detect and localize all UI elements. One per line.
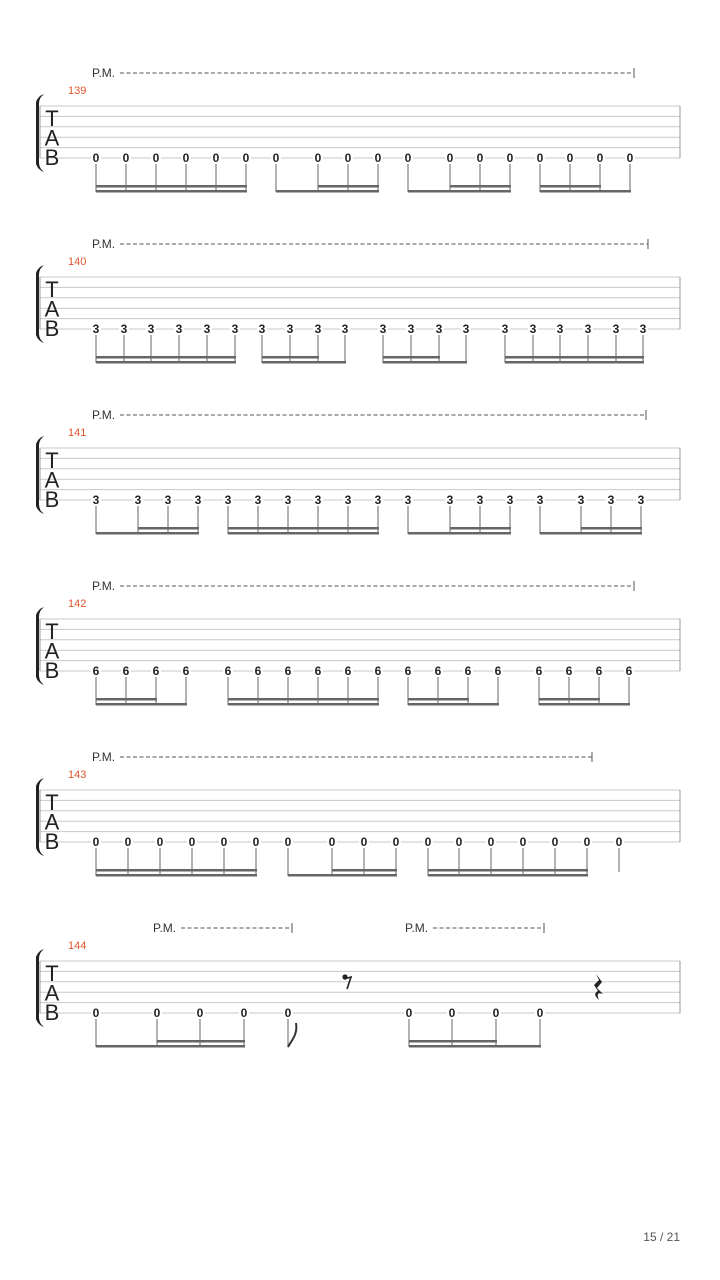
palm-mute-label: P.M.	[92, 237, 116, 251]
fret-number: 0	[566, 151, 574, 165]
beam-secondary	[581, 527, 642, 530]
fret-number: 0	[92, 151, 100, 165]
beam-secondary	[96, 356, 236, 359]
fret-number: 3	[607, 493, 615, 507]
fret-number: 0	[188, 835, 196, 849]
tab-clef-letter: B	[44, 829, 60, 854]
beam-secondary	[228, 527, 379, 530]
fret-number: 3	[556, 322, 564, 336]
fret-number: 3	[462, 322, 470, 336]
palm-mute-label: P.M.	[153, 921, 177, 935]
fret-number: 0	[92, 835, 100, 849]
fret-number: 6	[122, 664, 130, 678]
beam-secondary	[96, 698, 157, 701]
beam	[383, 361, 440, 364]
fret-number: 3	[446, 493, 454, 507]
beam-secondary	[138, 527, 199, 530]
fret-number: 6	[374, 664, 382, 678]
page-number: 15 / 21	[643, 1230, 680, 1244]
fret-number: 3	[379, 322, 387, 336]
fret-number: 0	[153, 1006, 161, 1020]
fret-number: 3	[407, 322, 415, 336]
beam-secondary	[157, 1040, 245, 1043]
fret-number: 0	[240, 1006, 248, 1020]
fret-number: 0	[272, 151, 280, 165]
fret-number: 0	[446, 151, 454, 165]
tab-clef-letter: A	[44, 125, 60, 151]
fret-number: 3	[314, 493, 322, 507]
fret-number: 0	[124, 835, 132, 849]
beam	[408, 703, 469, 706]
fret-number: 6	[224, 664, 232, 678]
beam	[318, 190, 379, 193]
fret-number: 6	[595, 664, 603, 678]
beam	[505, 361, 644, 364]
tab-system	[36, 750, 680, 877]
fret-number: 0	[182, 151, 190, 165]
fret-number: 0	[344, 151, 352, 165]
fret-number: 0	[583, 835, 591, 849]
tab-clef-letter: T	[45, 619, 59, 644]
beam	[157, 1045, 245, 1048]
tab-clef-letter: A	[44, 980, 60, 1006]
tab-system	[36, 66, 680, 193]
fret-number: 0	[374, 151, 382, 165]
fret-number: 0	[536, 1006, 544, 1020]
tab-system	[36, 921, 680, 1048]
measure-number: 139	[68, 85, 87, 97]
fret-number: 0	[506, 151, 514, 165]
fret-number: 0	[476, 151, 484, 165]
fret-number: 6	[535, 664, 543, 678]
palm-mute-label: P.M.	[92, 66, 116, 80]
fret-number: 3	[612, 322, 620, 336]
tab-clef-letter: T	[45, 277, 59, 302]
fret-number: 0	[196, 1006, 204, 1020]
fret-number: 6	[625, 664, 633, 678]
fret-number: 3	[529, 322, 537, 336]
measure-number: 143	[68, 769, 87, 781]
fret-number: 3	[194, 493, 202, 507]
fret-number: 0	[448, 1006, 456, 1020]
beam-secondary	[262, 356, 319, 359]
beam-secondary	[96, 185, 247, 188]
beam-secondary	[540, 185, 601, 188]
fret-number: 3	[435, 322, 443, 336]
tab-clef-letter: A	[44, 638, 60, 664]
fret-number: 3	[203, 322, 211, 336]
fret-number: 3	[254, 493, 262, 507]
beam	[428, 874, 588, 877]
tab-clef-letter: T	[45, 961, 59, 986]
eighth-flag	[288, 1023, 296, 1047]
beam	[96, 361, 236, 364]
beam-secondary	[332, 869, 397, 872]
tab-clef-letter: T	[45, 448, 59, 473]
fret-number: 6	[254, 664, 262, 678]
measure-number: 140	[68, 256, 87, 268]
beam-secondary	[318, 185, 379, 188]
fret-number: 3	[164, 493, 172, 507]
fret-number: 3	[341, 322, 349, 336]
fret-number: 0	[360, 835, 368, 849]
fret-number: 0	[551, 835, 559, 849]
fret-number: 0	[405, 1006, 413, 1020]
fret-number: 3	[374, 493, 382, 507]
fret-number: 3	[120, 322, 128, 336]
fret-number: 3	[314, 322, 322, 336]
tab-clef-letter: B	[44, 487, 60, 512]
measure-number: 141	[68, 427, 87, 439]
fret-number: 3	[258, 322, 266, 336]
beam-secondary	[383, 356, 440, 359]
fret-number: 0	[212, 151, 220, 165]
tab-clef-letter: T	[45, 106, 59, 131]
fret-number: 0	[152, 151, 160, 165]
fret-number: 3	[501, 322, 509, 336]
fret-number: 0	[596, 151, 604, 165]
beam-secondary	[96, 869, 257, 872]
fret-number: 3	[134, 493, 142, 507]
fret-number: 3	[92, 493, 100, 507]
fret-number: 3	[476, 493, 484, 507]
fret-number: 3	[344, 493, 352, 507]
fret-number: 0	[615, 835, 623, 849]
beam	[228, 703, 379, 706]
quarter-rest	[594, 974, 603, 1000]
fret-number: 0	[404, 151, 412, 165]
beam	[262, 361, 319, 364]
beam	[540, 190, 601, 193]
fret-number: 0	[220, 835, 228, 849]
fret-number: 6	[314, 664, 322, 678]
beam	[96, 874, 257, 877]
palm-mute-label: P.M.	[92, 408, 116, 422]
fret-number: 0	[392, 835, 400, 849]
fret-number: 6	[404, 664, 412, 678]
tab-clef-letter: B	[44, 316, 60, 341]
fret-number: 0	[424, 835, 432, 849]
palm-mute-label: P.M.	[92, 750, 116, 764]
beam-secondary	[428, 869, 588, 872]
beam-secondary	[228, 698, 379, 701]
fret-number: 6	[284, 664, 292, 678]
beam-secondary	[408, 698, 469, 701]
beam	[450, 190, 511, 193]
fret-number: 0	[455, 835, 463, 849]
fret-number: 3	[577, 493, 585, 507]
beam-secondary	[409, 1040, 497, 1043]
tab-clef-letter: B	[44, 658, 60, 683]
tab-clef-letter: A	[44, 809, 60, 835]
fret-number: 3	[506, 493, 514, 507]
fret-number: 3	[536, 493, 544, 507]
fret-number: 0	[492, 1006, 500, 1020]
beam-secondary	[505, 356, 644, 359]
beam	[138, 532, 199, 535]
measure-number: 144	[68, 940, 87, 952]
fret-number: 3	[231, 322, 239, 336]
fret-number: 6	[182, 664, 190, 678]
fret-number: 6	[434, 664, 442, 678]
fret-number: 3	[637, 493, 645, 507]
fret-number: 3	[639, 322, 647, 336]
fret-number: 0	[122, 151, 130, 165]
fret-number: 0	[328, 835, 336, 849]
beam	[450, 532, 511, 535]
fret-number: 3	[92, 322, 100, 336]
fret-number: 0	[314, 151, 322, 165]
fret-number: 0	[252, 835, 260, 849]
fret-number: 0	[156, 835, 164, 849]
fret-number: 3	[584, 322, 592, 336]
tab-clef-letter: A	[44, 467, 60, 493]
fret-number: 0	[487, 835, 495, 849]
fret-number: 6	[92, 664, 100, 678]
tab-clef-letter: A	[44, 296, 60, 322]
fret-number: 0	[626, 151, 634, 165]
fret-number: 6	[494, 664, 502, 678]
fret-number: 6	[565, 664, 573, 678]
fret-number: 0	[242, 151, 250, 165]
tab-system	[36, 237, 680, 364]
beam	[332, 874, 397, 877]
beam-secondary	[539, 698, 600, 701]
fret-number: 3	[175, 322, 183, 336]
beam	[539, 703, 600, 706]
beam-secondary	[450, 185, 511, 188]
tab-system	[36, 579, 680, 706]
fret-number: 3	[286, 322, 294, 336]
fret-number: 3	[224, 493, 232, 507]
fret-number: 3	[147, 322, 155, 336]
fret-number: 6	[344, 664, 352, 678]
beam	[96, 703, 157, 706]
fret-number: 0	[92, 1006, 100, 1020]
tab-clef-letter: T	[45, 790, 59, 815]
fret-number: 0	[536, 151, 544, 165]
measure-number: 142	[68, 598, 87, 610]
tab-clef-letter: B	[44, 145, 60, 170]
beam-secondary	[450, 527, 511, 530]
palm-mute-label: P.M.	[405, 921, 429, 935]
fret-number: 0	[519, 835, 527, 849]
tab-clef-letter: B	[44, 1000, 60, 1025]
tab-system	[36, 408, 680, 535]
beam	[409, 1045, 497, 1048]
fret-number: 0	[284, 835, 292, 849]
fret-number: 6	[464, 664, 472, 678]
fret-number: 3	[404, 493, 412, 507]
palm-mute-label: P.M.	[92, 579, 116, 593]
fret-number: 0	[284, 1006, 292, 1020]
beam	[96, 190, 247, 193]
eighth-rest	[344, 977, 351, 989]
beam	[581, 532, 642, 535]
fret-number: 6	[152, 664, 160, 678]
beam	[228, 532, 379, 535]
fret-number: 3	[284, 493, 292, 507]
